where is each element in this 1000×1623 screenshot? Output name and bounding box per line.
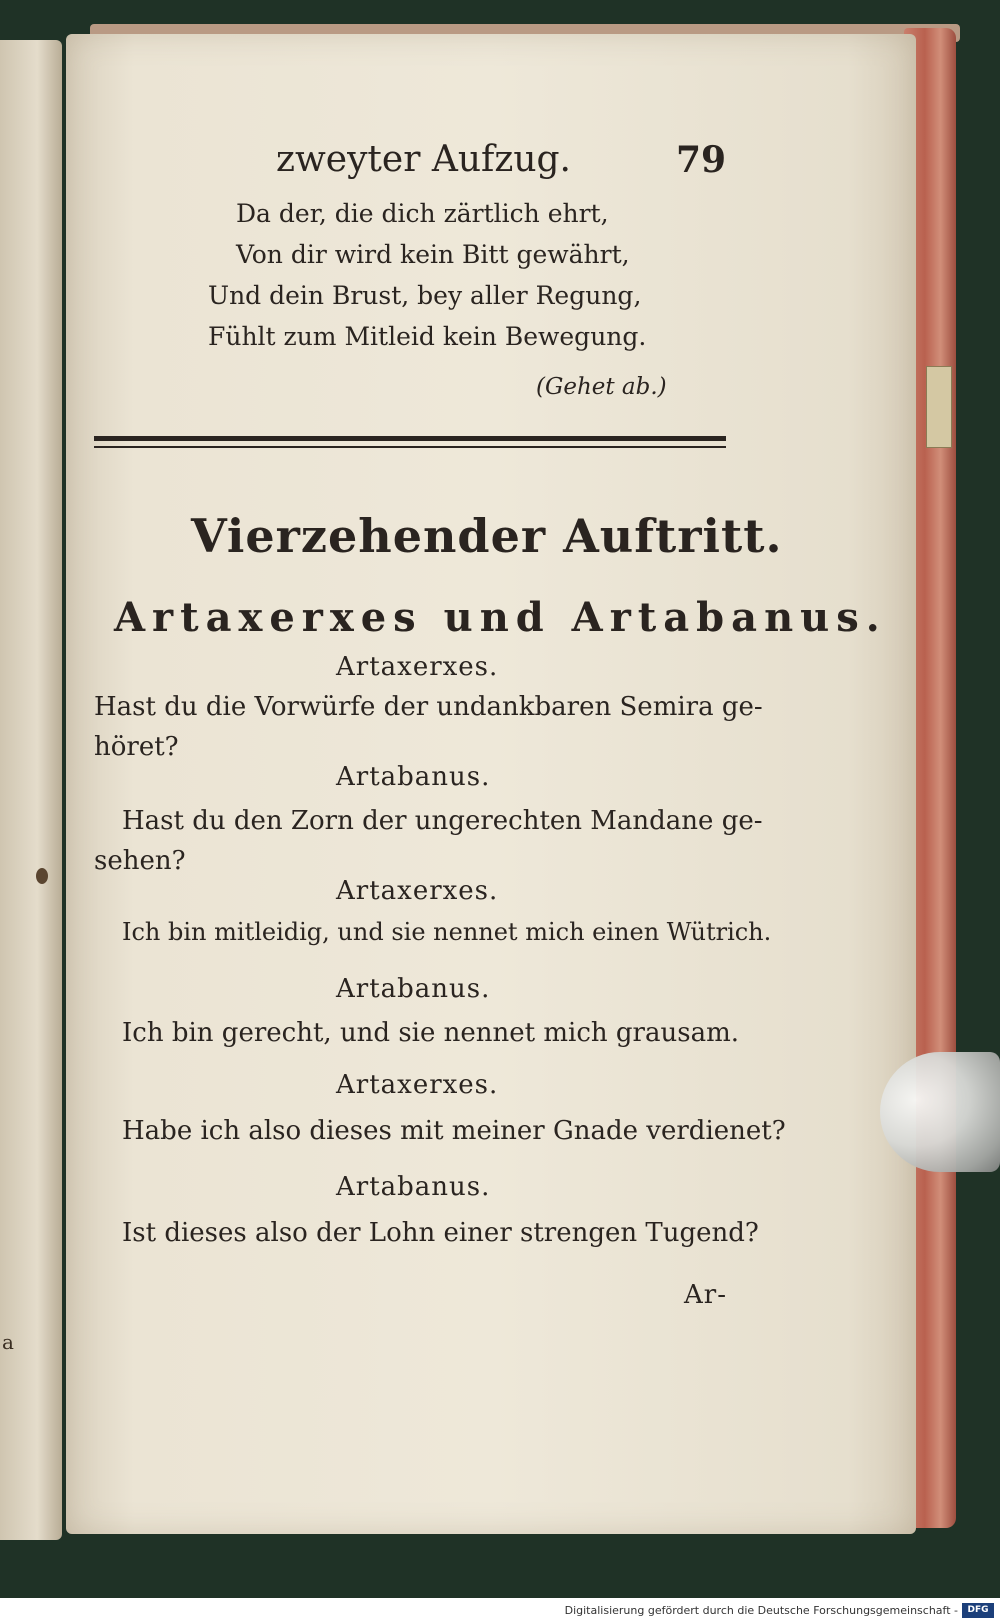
funding-credit: Digitalisierung gefördert durch die Deutsche Forschungsgemeinschaft -: [564, 1604, 958, 1617]
running-header: zweyter Aufzug.: [276, 139, 571, 180]
dialogue-line: Ist dieses also der Lohn einer strengen Tugend?: [122, 1218, 759, 1248]
section-rule-thick: [94, 436, 726, 441]
left-page-fragment: a: [2, 1330, 14, 1354]
dfg-logo: DFG: [962, 1603, 994, 1618]
speaker-name: Artabanus.: [336, 974, 491, 1004]
book-page: [66, 34, 916, 1534]
dialogue-line: Ich bin gerecht, und sie nennet mich grausam.: [122, 1018, 739, 1048]
dialogue-line: Ich bin mitleidig, und sie nennet mich einen Wütrich.: [122, 918, 772, 946]
catchword: Ar-: [684, 1280, 727, 1310]
speaker-name: Artaxerxes.: [336, 1070, 499, 1100]
section-rule-thin: [94, 446, 726, 448]
speaker-name: Artabanus.: [336, 762, 491, 792]
verse-line: Fühlt zum Mitleid kein Bewegung.: [208, 322, 647, 351]
page-number: 79: [676, 139, 727, 181]
stage-direction: (Gehet ab.): [536, 374, 667, 400]
speaker-name: Artaxerxes.: [336, 876, 499, 906]
paper-tab-marker: [926, 366, 952, 448]
dialogue-line: höret?: [94, 732, 179, 762]
dialogue-line: sehen?: [94, 846, 186, 876]
speaker-name: Artaxerxes.: [336, 652, 499, 682]
dialogue-line: Hast du den Zorn der ungerechten Mandane ge-: [122, 806, 763, 836]
verse-line: Und dein Brust, bey aller Regung,: [208, 281, 642, 310]
footer-bar: [0, 1598, 1000, 1623]
ink-stain: [36, 868, 48, 884]
verse-line: Da der, die dich zärtlich ehrt,: [236, 199, 609, 228]
dialogue-line: Hast du die Vorwürfe der undankbaren Semira ge-: [94, 692, 763, 722]
page-holder-clip: [880, 1052, 1000, 1172]
verse-line: Von dir wird kein Bitt gewährt,: [236, 240, 630, 269]
scene-characters: Artaxerxes und Artabanus.: [114, 594, 887, 641]
left-page-edge: [0, 40, 62, 1540]
dialogue-line: Habe ich also dieses mit meiner Gnade verdienet?: [122, 1116, 786, 1146]
scene-title: Vierzehender Auftritt.: [191, 509, 783, 563]
speaker-name: Artabanus.: [336, 1172, 491, 1202]
